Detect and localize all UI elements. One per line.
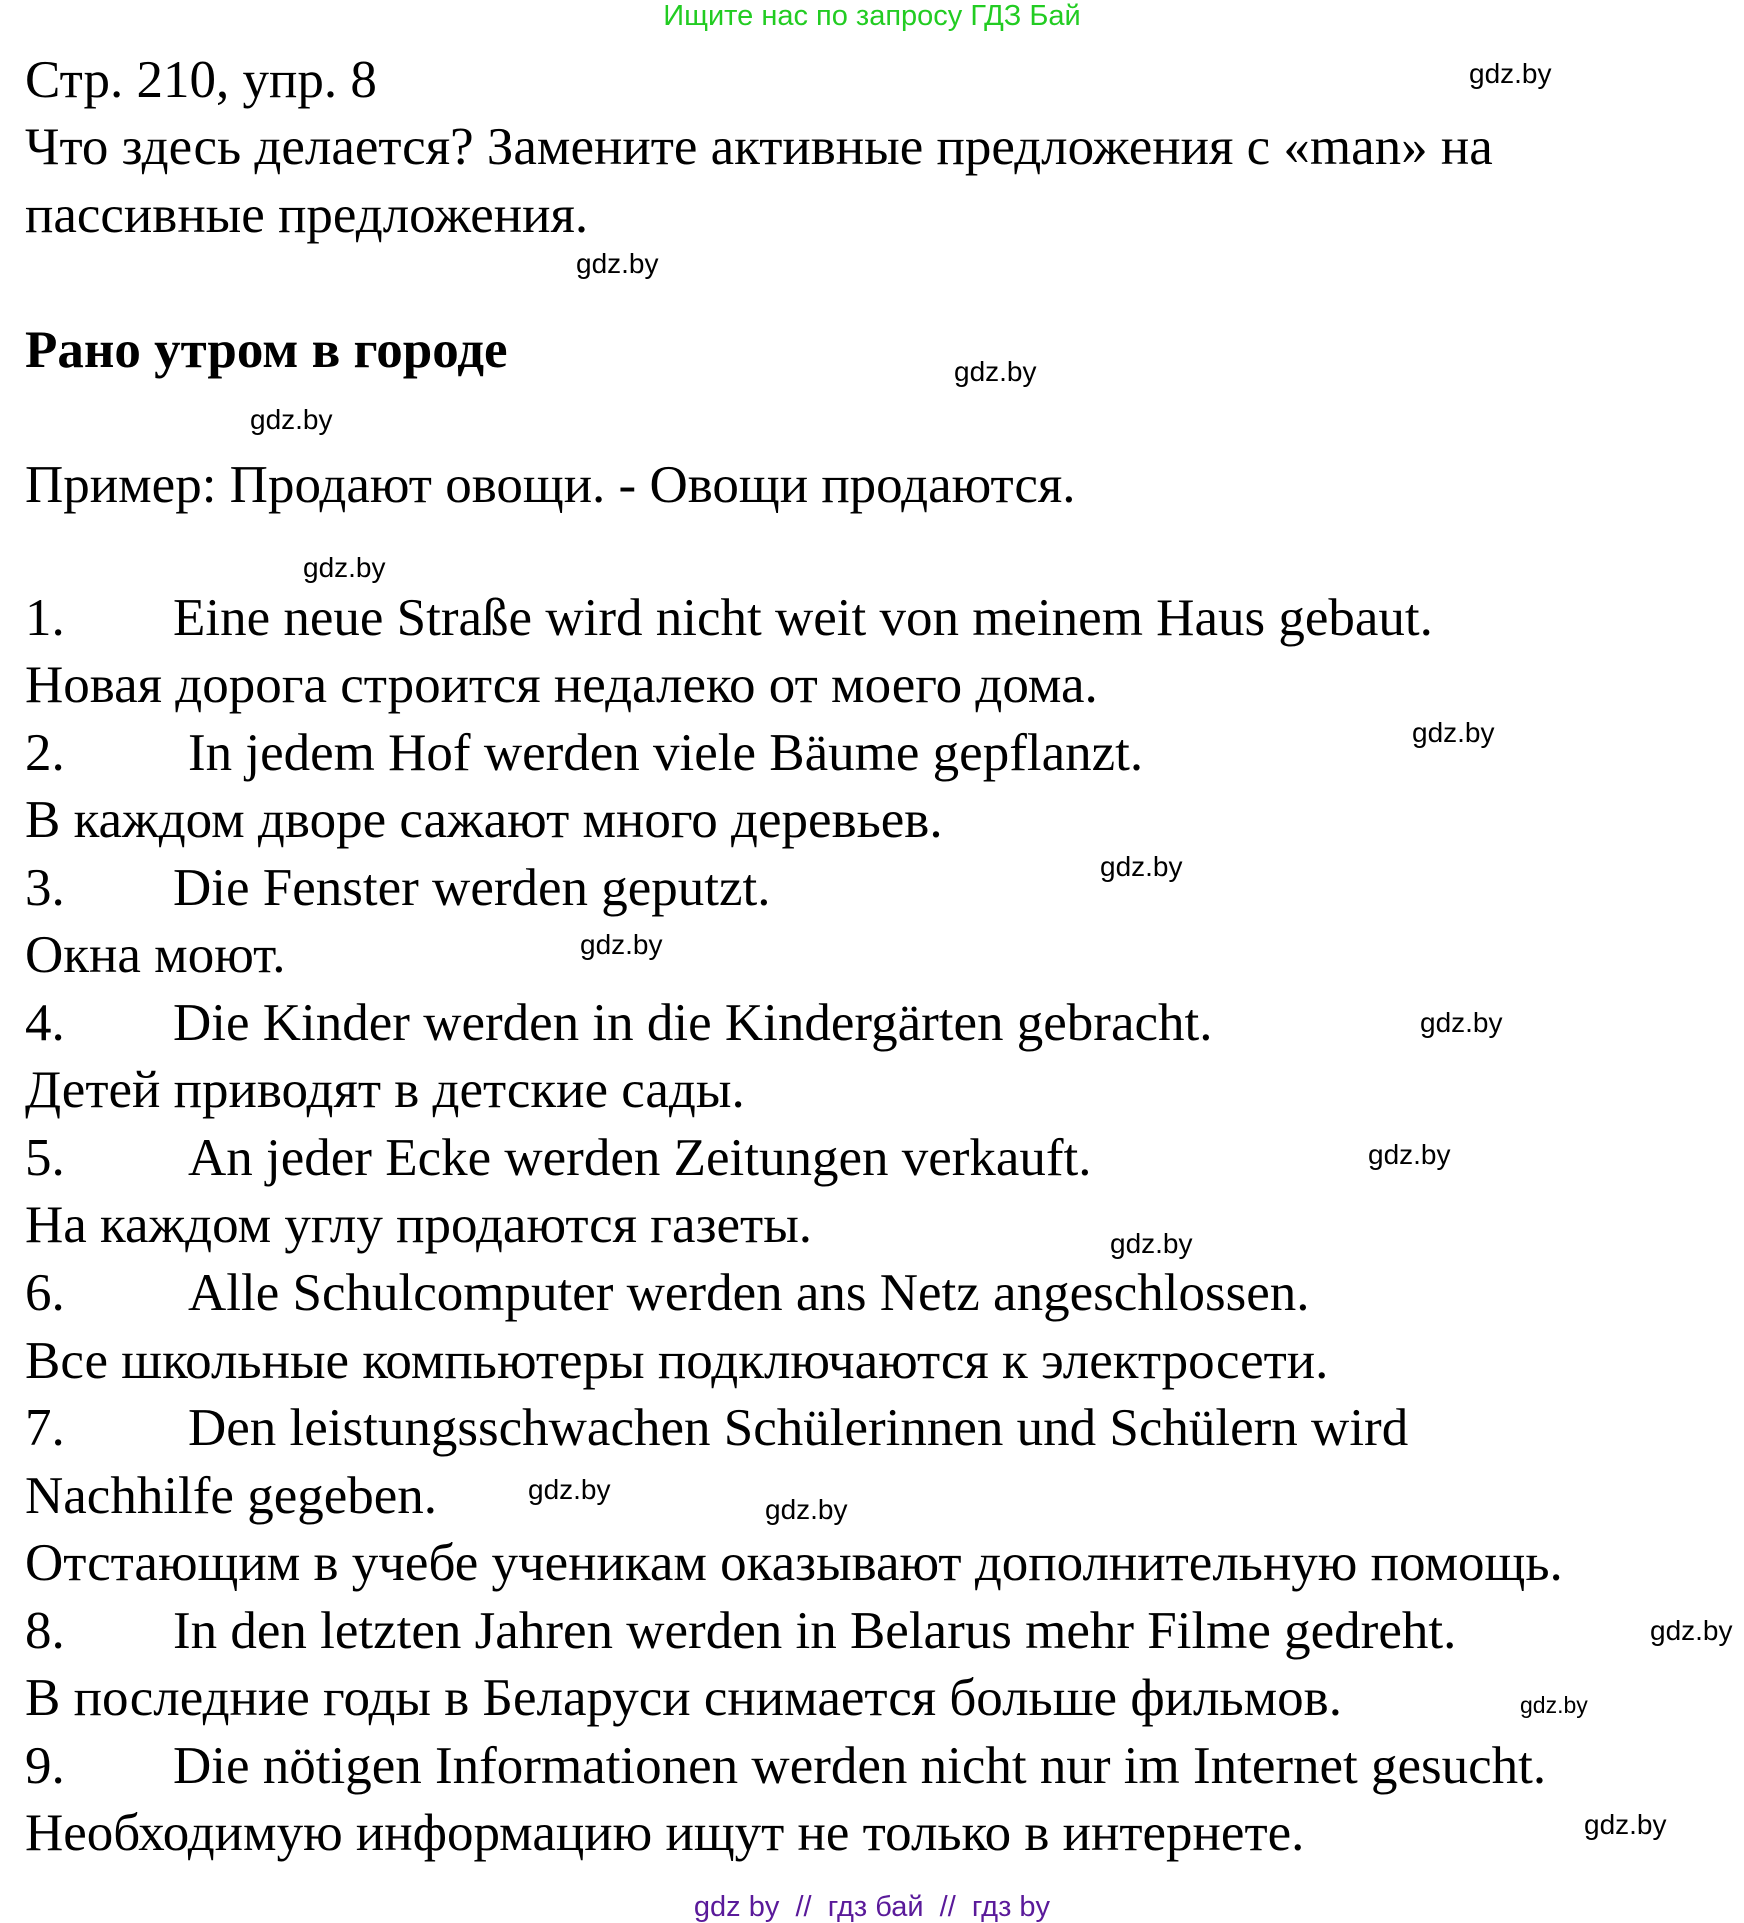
item-8-ru: В последние годы в Беларуси снимается больше фильмов.	[25, 1669, 1342, 1727]
item-6-ru: Все школьные компьютеры подключаются к электросети.	[25, 1332, 1329, 1390]
watermark: gdz.by	[1469, 58, 1552, 89]
footer-links: gdz by // гдз бай // гдз by	[693, 1891, 1051, 1923]
german-sentence: Die nötigen Informationen werden nicht nur im Internet gesucht.	[173, 1737, 1547, 1795]
watermark: gdz.by	[1584, 1809, 1667, 1840]
item-5-de	[25, 1128, 1092, 1188]
item-number: 9.	[25, 1737, 65, 1795]
item-2-ru: В каждом дворе сажают много деревьев.	[25, 791, 943, 849]
german-sentence: Eine neue Straße wird nicht weit von meinem Haus gebaut.	[173, 589, 1433, 647]
watermark: gdz.by	[303, 552, 386, 583]
item-4-ru: Детей приводят в детские сады.	[25, 1061, 745, 1119]
item-8-de	[25, 1601, 1456, 1661]
page-title: Стр. 210, упр. 8	[25, 51, 377, 109]
watermark: gdz.by	[528, 1474, 611, 1505]
header-banner: Ищите нас по запросу ГДЗ Бай	[663, 0, 1081, 32]
watermark: gdz.by	[1650, 1615, 1733, 1646]
watermark: gdz.by	[580, 929, 663, 960]
german-sentence: In den letzten Jahren werden in Belarus mehr Filme gedreht.	[173, 1602, 1457, 1660]
item-1-ru: Новая дорога строится недалеко от моего дома.	[25, 656, 1098, 714]
watermark: gdz.by	[954, 356, 1037, 387]
item-6-de	[25, 1263, 1310, 1323]
german-sentence: Die Kinder werden in die Kindergärten gebracht.	[173, 994, 1213, 1052]
item-9-de	[25, 1736, 1546, 1796]
watermark: gdz.by	[1368, 1139, 1451, 1170]
example-line: Пример: Продают овощи. - Овощи продаются.	[25, 456, 1076, 514]
watermark: gdz.by	[576, 248, 659, 279]
watermark: gdz.by	[1100, 851, 1183, 882]
item-4-de	[25, 993, 1212, 1053]
german-sentence: Alle Schulcomputer werden ans Netz angeschlossen.	[188, 1264, 1310, 1322]
task-text-line-2: пассивные предложения.	[25, 186, 589, 244]
watermark: gdz.by	[250, 404, 333, 435]
item-3-ru: Окна моют.	[25, 926, 286, 984]
german-sentence: In jedem Hof werden viele Bäume gepflanzt.	[188, 724, 1144, 782]
item-7-de-cont: Nachhilfe gegeben.	[25, 1467, 438, 1525]
watermark: gdz.by	[1110, 1228, 1193, 1259]
watermark: gdz.by	[1412, 717, 1495, 748]
item-7-de	[25, 1398, 1408, 1458]
german-sentence: Die Fenster werden geputzt.	[173, 859, 771, 917]
item-number: 4.	[25, 994, 65, 1052]
item-number: 5.	[25, 1129, 65, 1187]
section-subtitle: Рано утром в городе	[25, 321, 508, 379]
item-2-de	[25, 723, 1143, 783]
item-number: 6.	[25, 1264, 65, 1322]
item-1-de	[25, 588, 1433, 648]
item-number: 7.	[25, 1399, 65, 1457]
watermark: gdz.by	[765, 1494, 848, 1525]
item-number: 1.	[25, 589, 65, 647]
watermark: gdz.by	[1520, 1692, 1588, 1718]
item-7-ru: Отстающим в учебе ученикам оказывают дополнительную помощь.	[25, 1534, 1563, 1592]
german-sentence: Den leistungsschwachen Schülerinnen und Schülern wird	[188, 1399, 1409, 1457]
item-5-ru: На каждом углу продаются газеты.	[25, 1196, 813, 1254]
item-number: 3.	[25, 859, 65, 917]
task-text-line-1: Что здесь делается? Замените активные предложения с «man» на	[25, 118, 1493, 176]
item-number: 2.	[25, 724, 65, 782]
item-9-ru: Необходимую информацию ищут не только в интернете.	[25, 1804, 1305, 1862]
watermark: gdz.by	[1420, 1007, 1503, 1038]
item-3-de	[25, 858, 771, 918]
item-number: 8.	[25, 1602, 65, 1660]
german-sentence: An jeder Ecke werden Zeitungen verkauft.	[188, 1129, 1092, 1187]
